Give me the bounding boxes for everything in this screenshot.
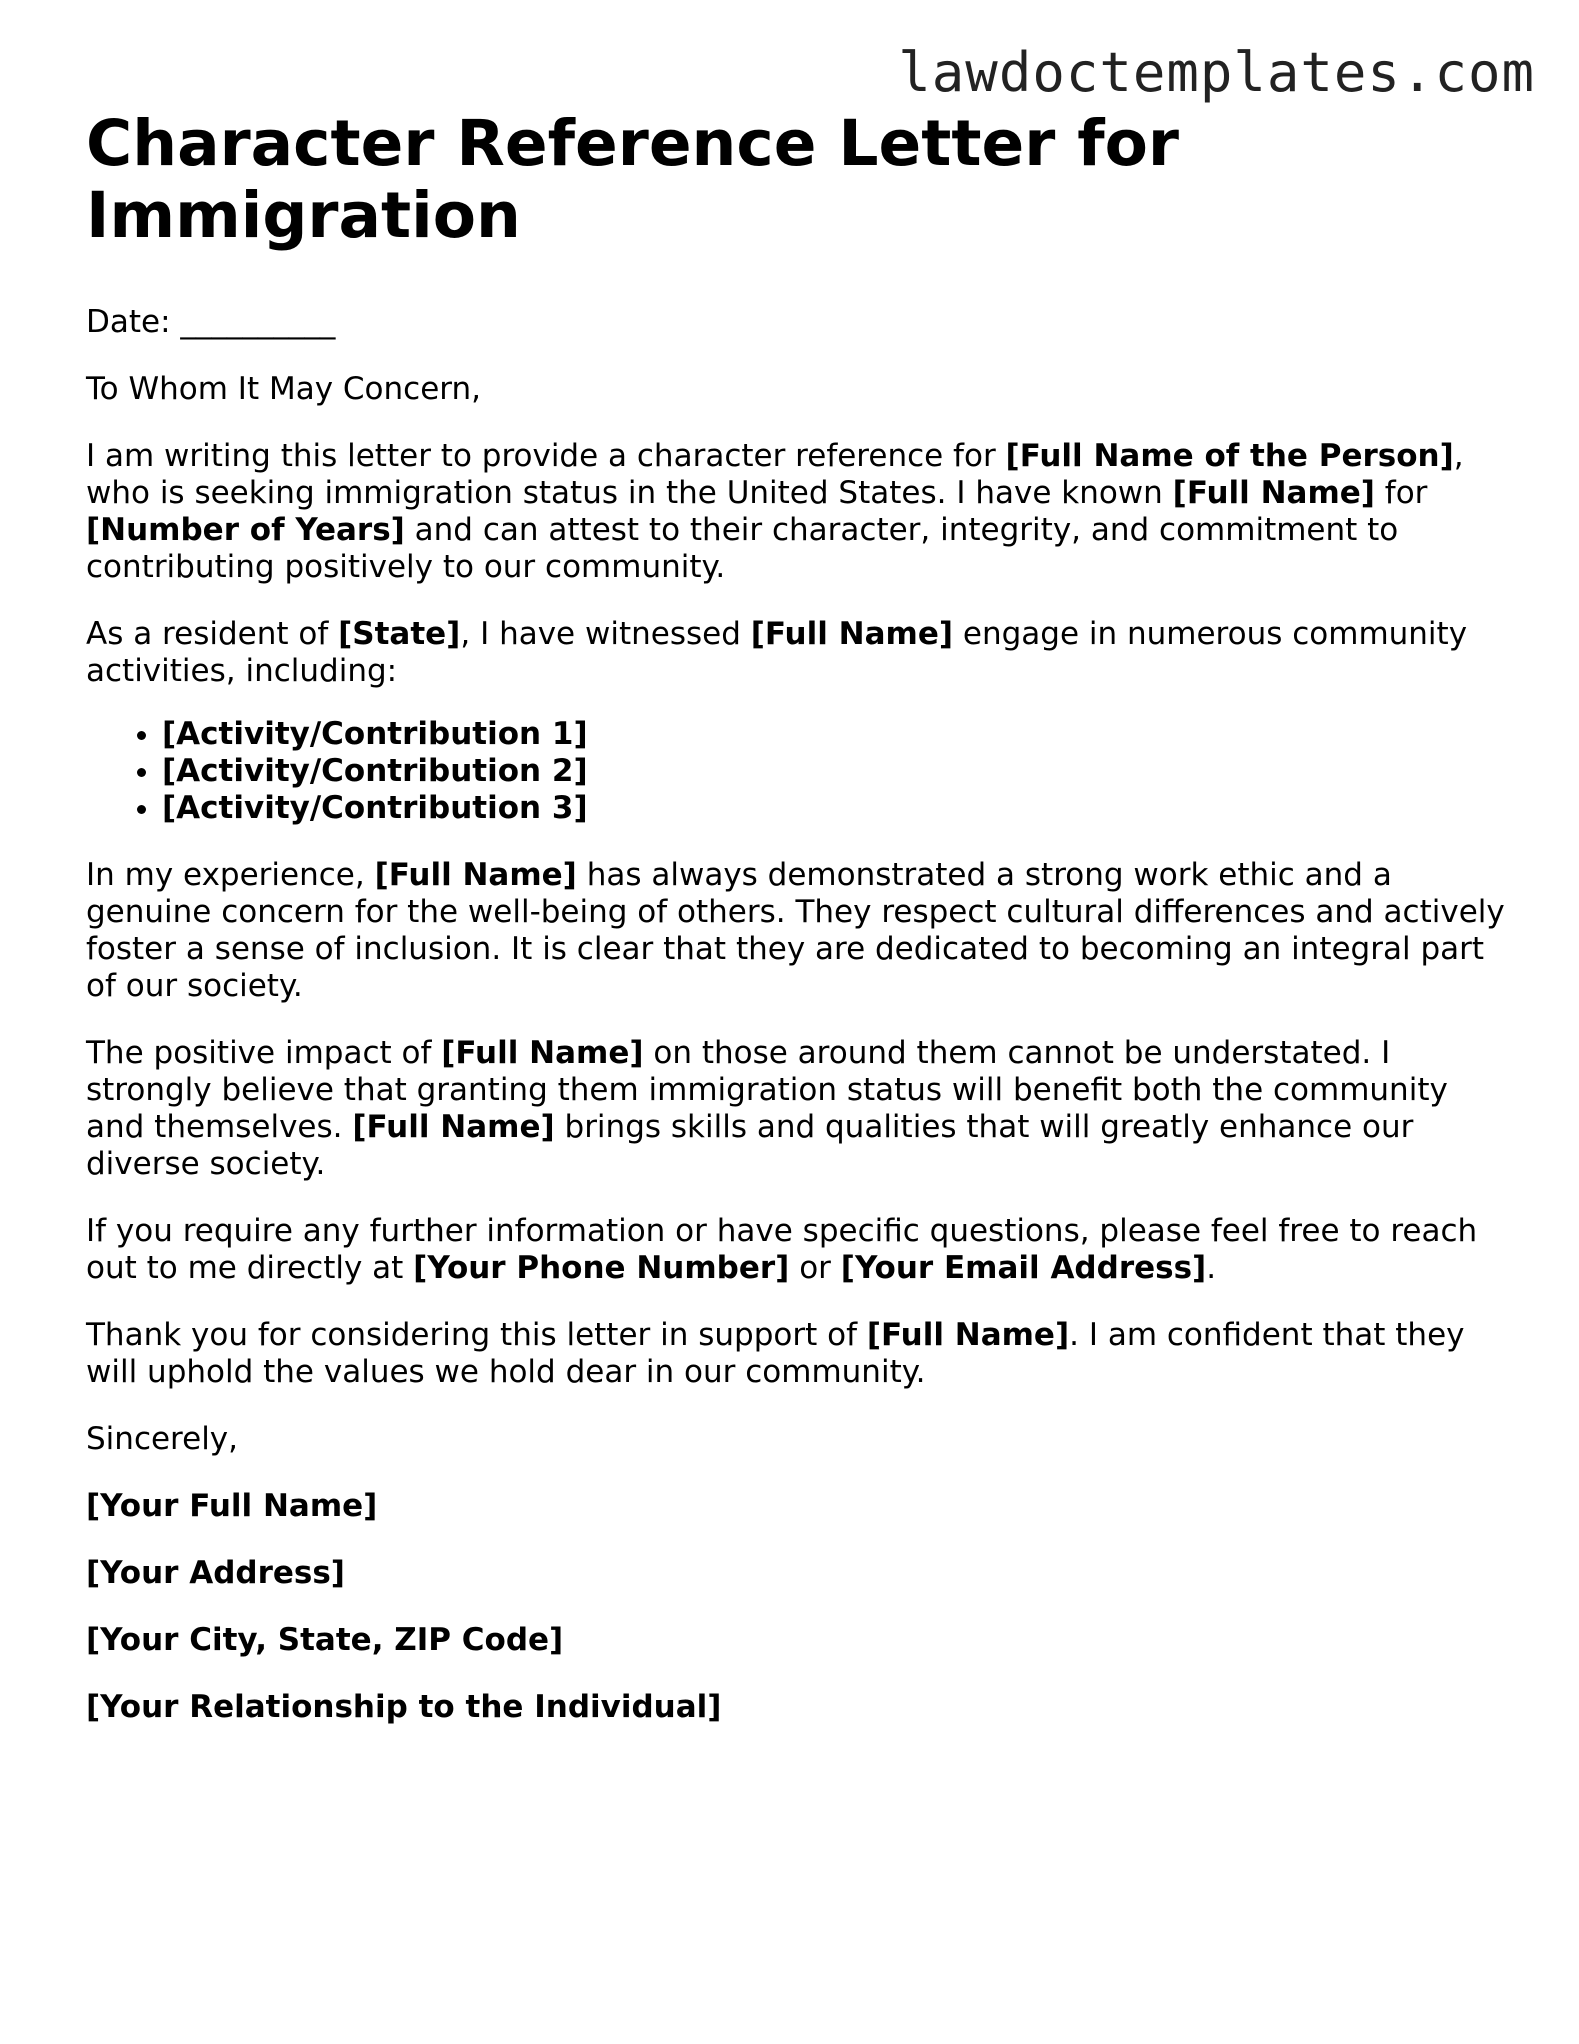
list-item: • [Activity/Contribution 3] xyxy=(162,790,1506,827)
placeholder-full-name: [Full Name] xyxy=(352,1109,555,1145)
text-segment: Thank you for considering this letter in support of xyxy=(86,1317,867,1353)
text-segment: and can attest to their character, integrity, and commitment to contributing positively to our community. xyxy=(86,512,1399,585)
text-segment: has always demonstrated a strong work ethic and a genuine concern for the well-being of others. They respect cultural differences and actively foster a sense of inclusion. It is clear that they are dedicated to becoming an integral part of our society. xyxy=(86,857,1505,1004)
activities-list xyxy=(86,716,1506,827)
text-segment: , I have witnessed xyxy=(460,616,751,652)
signature-address: [Your Address] xyxy=(86,1555,345,1591)
placeholder-phone: [Your Phone Number] xyxy=(413,1250,790,1286)
text-segment: . xyxy=(1206,1250,1217,1286)
text-segment: engage in numerous community activities, including: xyxy=(86,616,1468,689)
salutation: To Whom It May Concern, xyxy=(86,371,481,407)
text-segment: or xyxy=(789,1250,841,1286)
signature-name: [Your Full Name] xyxy=(86,1488,378,1524)
impact-paragraph xyxy=(86,1035,1506,1183)
signature-block xyxy=(86,1488,1506,1726)
text-segment: If you require any further information or have specific questions, please feel free to reach out to me directly at xyxy=(86,1213,1478,1286)
text-segment: In my experience, xyxy=(86,857,375,893)
placeholder-number-of-years: [Number of Years] xyxy=(86,512,405,548)
site-watermark: lawdoctemplates.com xyxy=(898,41,1535,104)
text-segment: The positive impact of xyxy=(86,1035,442,1071)
placeholder-full-name: [Full Name] xyxy=(441,1035,644,1071)
signature-city: [Your City, State, ZIP Code] xyxy=(86,1622,564,1658)
placeholder-full-name: [Full Name] xyxy=(1172,475,1375,511)
page-title: Character Reference Letter for Immigration xyxy=(86,107,1179,252)
closing: Sincerely, xyxy=(86,1421,239,1457)
placeholder-email: [Your Email Address] xyxy=(840,1250,1207,1286)
community-paragraph xyxy=(86,616,1506,690)
signature-relationship: [Your Relationship to the Individual] xyxy=(86,1689,722,1725)
text-segment: . I am confident that they will uphold the values we hold dear in our community. xyxy=(86,1317,1465,1390)
text-segment: brings skills and qualities that will greatly enhance our diverse society. xyxy=(86,1109,1414,1182)
text-segment: As a resident of xyxy=(86,616,339,652)
thanks-paragraph xyxy=(86,1317,1506,1391)
letter-document xyxy=(86,108,1506,1756)
text-segment: for xyxy=(1374,475,1428,511)
list-item: • [Activity/Contribution 2] xyxy=(162,753,1506,790)
placeholder-person-name: [Full Name of the Person] xyxy=(1005,438,1454,474)
text-segment: on those around them cannot be understated. I strongly believe that granting them immigration status will benefit both the community and themselves. xyxy=(86,1035,1448,1145)
text-segment: , who is seeking immigration status in the United States. I have known xyxy=(86,438,1464,511)
list-item: • [Activity/Contribution 1] xyxy=(162,716,1506,753)
placeholder-full-name: [Full Name] xyxy=(750,616,954,652)
intro-paragraph xyxy=(86,438,1506,586)
experience-paragraph xyxy=(86,857,1506,1005)
date-line: Date: __________ xyxy=(86,304,336,340)
placeholder-full-name: [Full Name] xyxy=(374,857,577,893)
placeholder-state: [State] xyxy=(338,616,461,652)
placeholder-full-name: [Full Name] xyxy=(866,1317,1070,1353)
contact-paragraph xyxy=(86,1213,1506,1287)
text-segment: I am writing this letter to provide a character reference for xyxy=(86,438,1006,474)
